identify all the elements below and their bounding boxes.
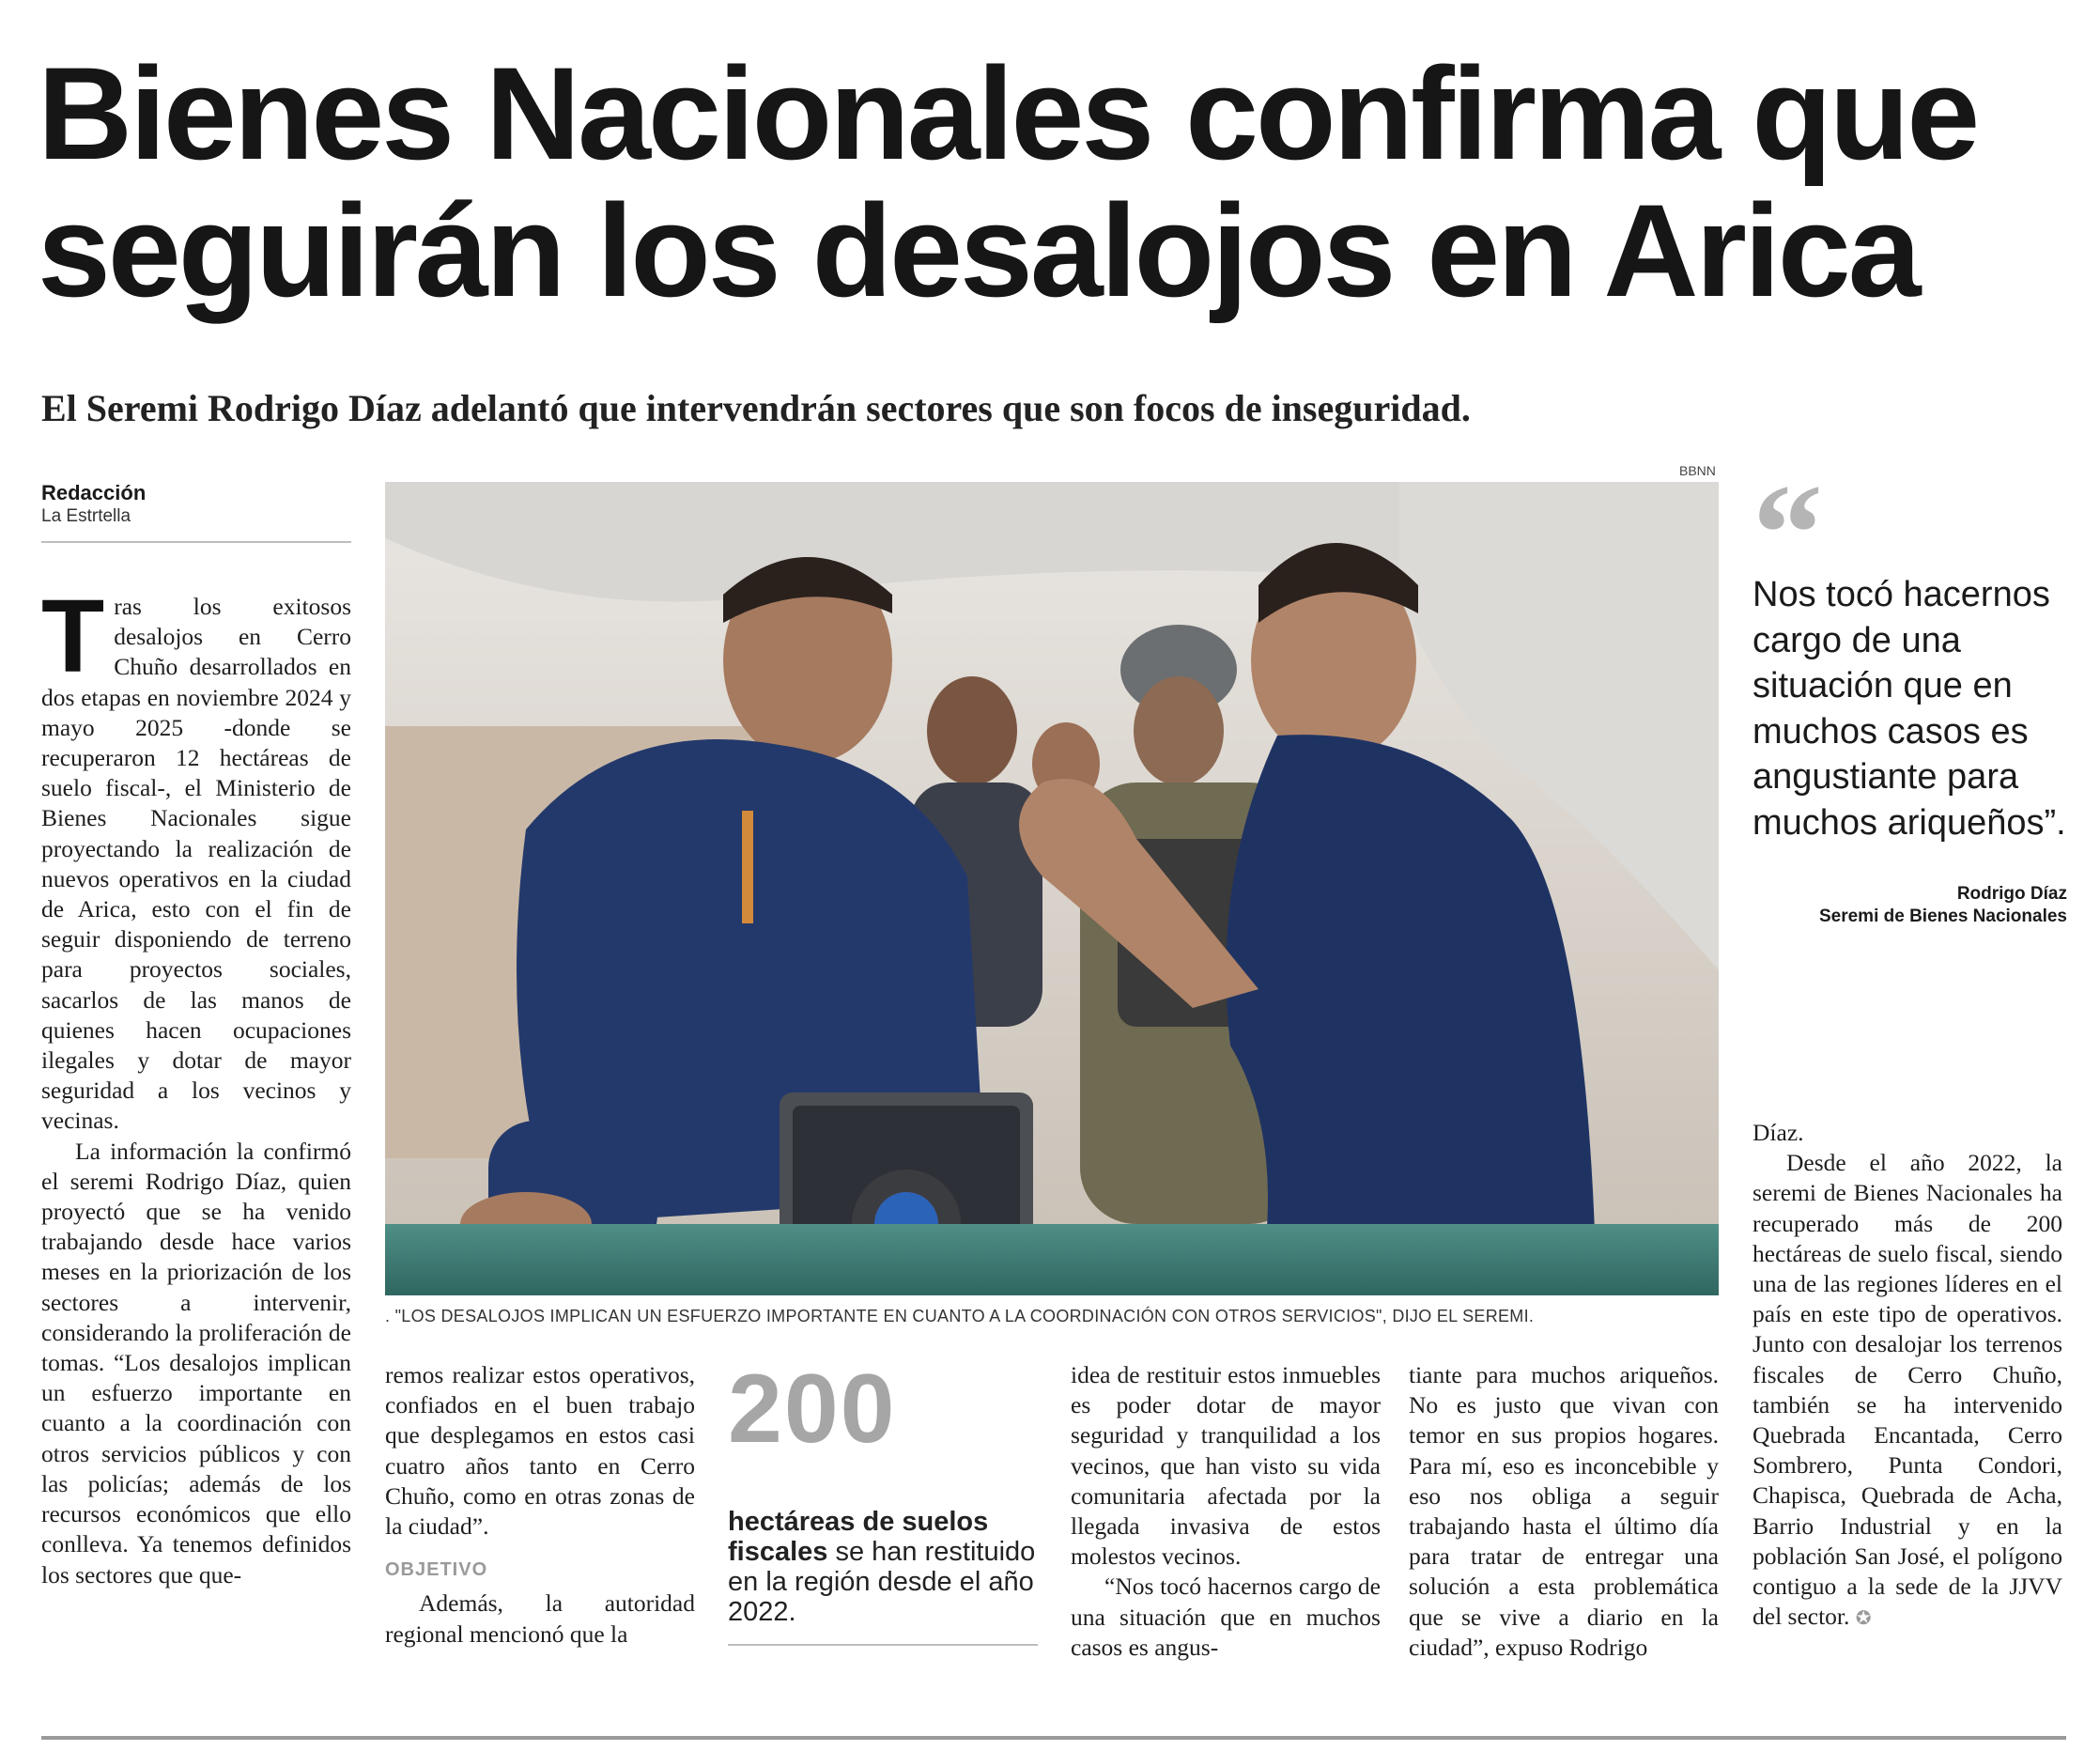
pull-quote-text: Nos tocó hacernos cargo de una situación que en muchos casos es angustiante para muchos ariqueños”.	[1753, 575, 2066, 843]
end-mark-icon: ✪	[1855, 1608, 1872, 1630]
article-column-2	[385, 1360, 695, 1650]
headline-line-2: seguirán los desalojos en Arica	[38, 177, 1919, 324]
photo-caption: . "LOS DESALOJOS IMPLICAN UN ESFUERZO IMPORTANTE EN CUANTO A LA COORDINACIÓN CON OTROS SERVICIOS", DIJO EL SEREMI.	[385, 1307, 1535, 1325]
article-column-5	[1409, 1360, 1719, 1663]
paragraph-4: Además, la autoridad regional mencionó que la	[385, 1589, 695, 1648]
headline-line-1: Bienes Nacionales confirma que	[38, 39, 1978, 187]
bottom-rule	[41, 1736, 2066, 1740]
paragraph-9	[1753, 1148, 2062, 1634]
stat-bold-text: hectáreas de suelos fiscales	[728, 1507, 989, 1567]
pull-quote-author-name: Rodrigo Díaz	[1956, 884, 2067, 904]
paragraph-1-text: ras los exitosos desalojos en Cerro Chuño desarrollados en dos etapas en noviembre 2024 y mayo 2025 -donde se recuperaron 12 hectáreas de suelo fiscal-, el Ministerio de Bienes Nacionales sigue proyectando la realización de nuevos operativos en la ciudad de Arica, esto con el fin de seguir disponiendo de terreno para proyectos sociales, sacarlos de las manos de quienes hacen ocupaciones ilegales y dotar de mayor seguridad a los vecinos y vecinas.	[41, 593, 351, 1135]
paragraph-5: idea de restituir estos inmuebles es poder dotar de mayor seguridad y tranquilidad a los vecinos, que han visto su vida comunitaria afectada por la llegada invasiva de estos molestos vecinos.	[1071, 1361, 1381, 1571]
article-column-6	[1753, 1118, 2062, 1634]
paragraph-1	[41, 579, 351, 1137]
drop-cap: T	[41, 579, 105, 694]
paragraph-7: tiante para muchos ariqueños. No es justo que vivan con temor en sus propios hogares. Para mí, eso es inconcebible y eso nos obliga a seguir trabajando hasta el último día para tratar de entregar una solución a esta problemática que se vive a diario en la ciudad”, expuso Rodrigo	[1409, 1361, 1719, 1661]
quote-mark-icon: “	[1753, 456, 1823, 612]
deck: El Seremi Rodrigo Díaz adelantó que intervendrán sectores que son focos de inseguridad.	[41, 387, 1471, 429]
pull-quote-attribution	[1753, 883, 2067, 928]
article-column-4	[1071, 1360, 1381, 1663]
byline-publication: La Estrtella	[41, 506, 131, 526]
section-subhead: OBJETIVO	[385, 1559, 488, 1581]
stat-box	[728, 1355, 1038, 1646]
byline	[41, 481, 351, 543]
paragraph-6: “Nos tocó hacernos cargo de una situación que en muchos casos es angus-	[1071, 1573, 1381, 1661]
paragraph-3: remos realizar estos operativos, confiados en el buen trabajo que desplegamos en estos casi cuatro años tanto en Cerro Chuño, como en otras zonas de la ciudad”.	[385, 1361, 695, 1541]
stat-regular-text: se han restituido en la región desde el año 2022.	[728, 1537, 1036, 1627]
stat-number: 200	[728, 1355, 897, 1464]
pull-quote-author-role: Seremi de Bienes Nacionales	[1818, 906, 2067, 926]
stat-text	[728, 1507, 1038, 1646]
paragraph-9-text: Desde el año 2022, la seremi de Bienes Nacionales ha recuperado más de 200 hectáreas de suelo fiscal, siendo una de las regiones líderes en el país en este tipo de operativos. Junto con desalojar los terrenos fiscales de Cerro Chuño, también se ha intervenido Quebrada Encantada, Cerro Sombrero, Punta Condori, Chapisca, Quebrada de Acha, Barrio Industrial y en la población San José, el polígono contiguo a la sede de la JJVV del sector.	[1753, 1149, 2062, 1631]
photo-credit: BBNN	[1679, 463, 1716, 478]
article-column-1	[41, 579, 351, 1590]
paragraph-8: Díaz.	[1753, 1119, 1804, 1146]
pull-quote	[1753, 456, 2067, 928]
article-photo	[385, 482, 1719, 1295]
headline	[38, 39, 2076, 324]
byline-name: Redacción	[41, 481, 147, 504]
paragraph-2: La información la confirmó el seremi Rodrigo Díaz, quien proyectó que se ha venido trabajando desde hace varios meses en la priorización de los sectores a intervenir, considerando la proliferación de tomas. “Los desalojos implican un esfuerzo importante en cuanto a la coordinación con otros servicios públicos y con las policías; además de los recursos económicos que ello conlleva. Ya tenemos definidos los sectores que que-	[41, 1137, 351, 1588]
